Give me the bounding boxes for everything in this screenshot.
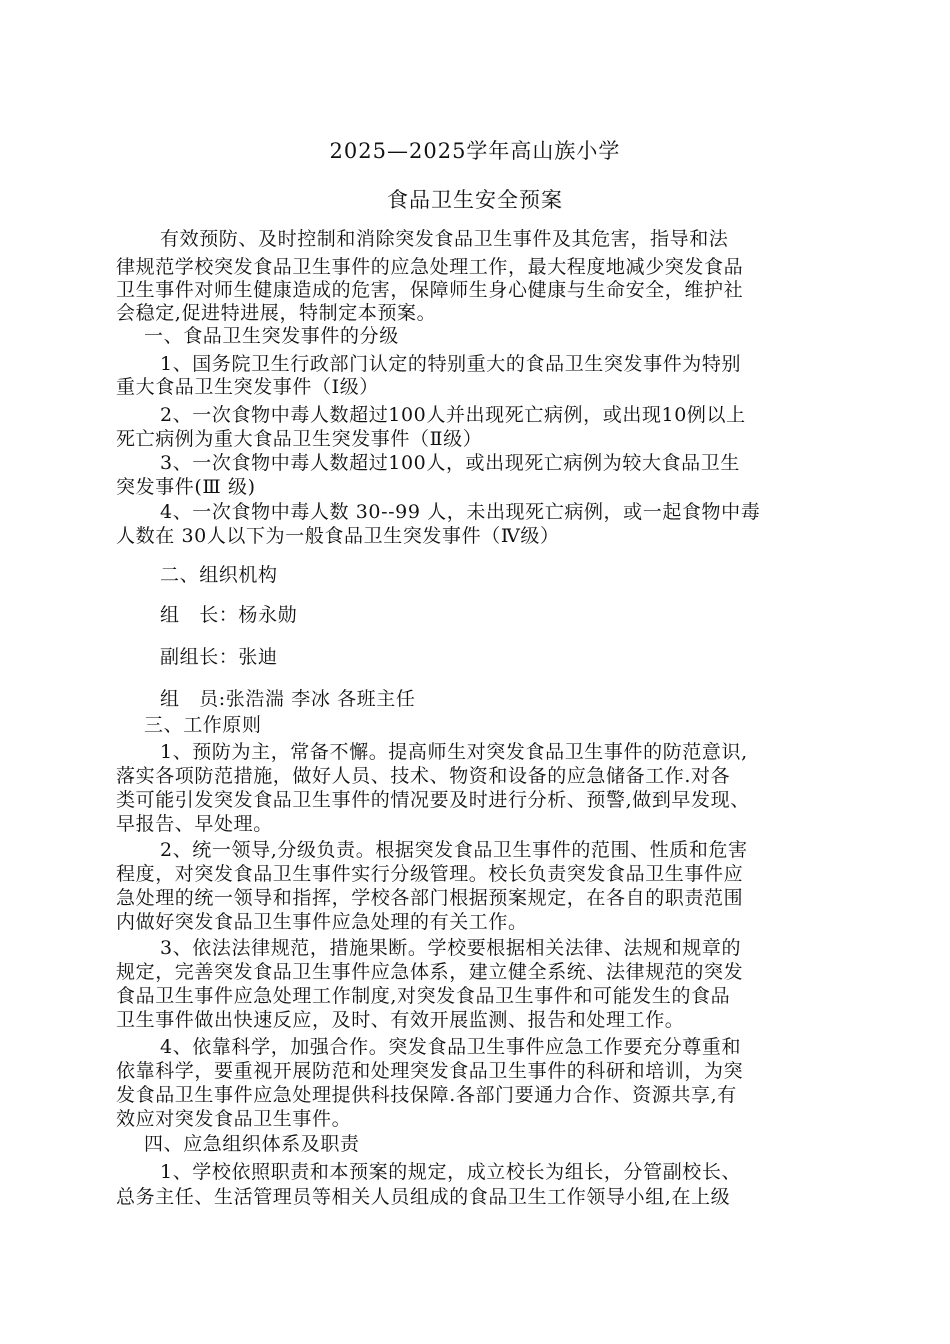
text-line: 4、依靠科学，加强合作。突发食品卫生事件应急工作要充分尊重和: [160, 1036, 742, 1058]
text-line: 1、学校依照职责和本预案的规定，成立校长为组长，分管副校长、: [160, 1161, 742, 1183]
text-line: 卫生事件对师生健康造成的危害，保障师生身心健康与生命安全，维护社: [116, 279, 744, 301]
text-line: 2、一次食物中毒人数超过100人并出现死亡病例，或出现10例以上: [160, 404, 746, 426]
deputy-leader: 副组长：张迪: [160, 646, 278, 668]
text-line: 3、依法法律规范，措施果断。学校要根据相关法律、法规和规章的: [160, 937, 742, 959]
text-line: 发食品卫生事件应急处理提供科技保障.各部门要通力合作、资源共享,有: [116, 1084, 737, 1106]
group-members: 组 员:张浩湍 李冰 各班主任: [160, 688, 416, 710]
text-line: 重大食品卫生突发事件（Ⅰ级）: [116, 376, 379, 398]
text-line: 死亡病例为重大食品卫生突发事件（Ⅱ级）: [116, 428, 483, 450]
section-heading: 一、食品卫生突发事件的分级: [144, 325, 399, 347]
text-line: 卫生事件做出快速反应，及时、有效开展监测、报告和处理工作。: [116, 1009, 685, 1031]
text-line: 落实各项防范措施，做好人员、技术、物资和设备的应急储备工作.对各: [116, 765, 731, 787]
text-line: 程度，对突发食品卫生事件实行分级管理。校长负责突发食品卫生事件应: [116, 863, 744, 885]
text-line: 效应对突发食品卫生事件。: [116, 1108, 352, 1130]
text-line: 1、预防为主，常备不懈。提高师生对突发食品卫生事件的防范意识,: [160, 741, 748, 763]
text-line: 依靠科学，要重视开展防范和处理突发食品卫生事件的科研和培训，为突: [116, 1060, 744, 1082]
document-title-year-school: 2025—2025学年高山族小学: [329, 139, 621, 163]
text-line: 人数在 30人以下为一般食品卫生突发事件（Ⅳ级）: [116, 525, 560, 547]
section-heading: 四、应急组织体系及职责: [144, 1133, 360, 1155]
text-line: 总务主任、生活管理员等相关人员组成的食品卫生工作领导小组,在上级: [116, 1186, 731, 1208]
section-heading: 三、工作原则: [144, 714, 262, 736]
text-line: 急处理的统一领导和指挥，学校各部门根据预案规定，在各自的职责范围: [116, 887, 744, 909]
text-line: 4、一次食物中毒人数 30--99 人，未出现死亡病例，或一起食物中毒: [160, 501, 761, 523]
group-leader: 组 长：杨永勋: [160, 604, 298, 626]
text-line: 突发事件(Ⅲ 级): [116, 476, 256, 498]
text-line: 类可能引发突发食品卫生事件的情况要及时进行分析、预警,做到早发现、: [116, 789, 750, 811]
text-line: 内做好突发食品卫生事件应急处理的有关工作。: [116, 911, 528, 933]
text-line: 律规范学校突发食品卫生事件的应急处理工作，最大程度地减少突发食品: [116, 256, 744, 278]
text-line: 1、国务院卫生行政部门认定的特别重大的食品卫生突发事件为特别: [160, 353, 742, 375]
document-title: 食品卫生安全预案: [387, 188, 563, 212]
text-line: 有效预防、及时控制和消除突发食品卫生事件及其危害，指导和法: [160, 228, 729, 250]
text-line: 3、一次食物中毒人数超过100人，或出现死亡病例为较大食品卫生: [160, 452, 740, 474]
section-heading: 二、组织机构: [160, 564, 278, 586]
text-line: 会稳定,促进特进展，特制定本预案。: [116, 302, 437, 324]
text-line: 2、统一领导,分级负责。根据突发食品卫生事件的范围、性质和危害: [160, 839, 748, 861]
text-line: 规定，完善突发食品卫生事件应急体系，建立健全系统、法律规范的突发: [116, 961, 744, 983]
text-line: 早报告、早处理。: [116, 813, 273, 835]
text-line: 食品卫生事件应急处理工作制度,对突发食品卫生事件和可能发生的食品: [116, 985, 731, 1007]
